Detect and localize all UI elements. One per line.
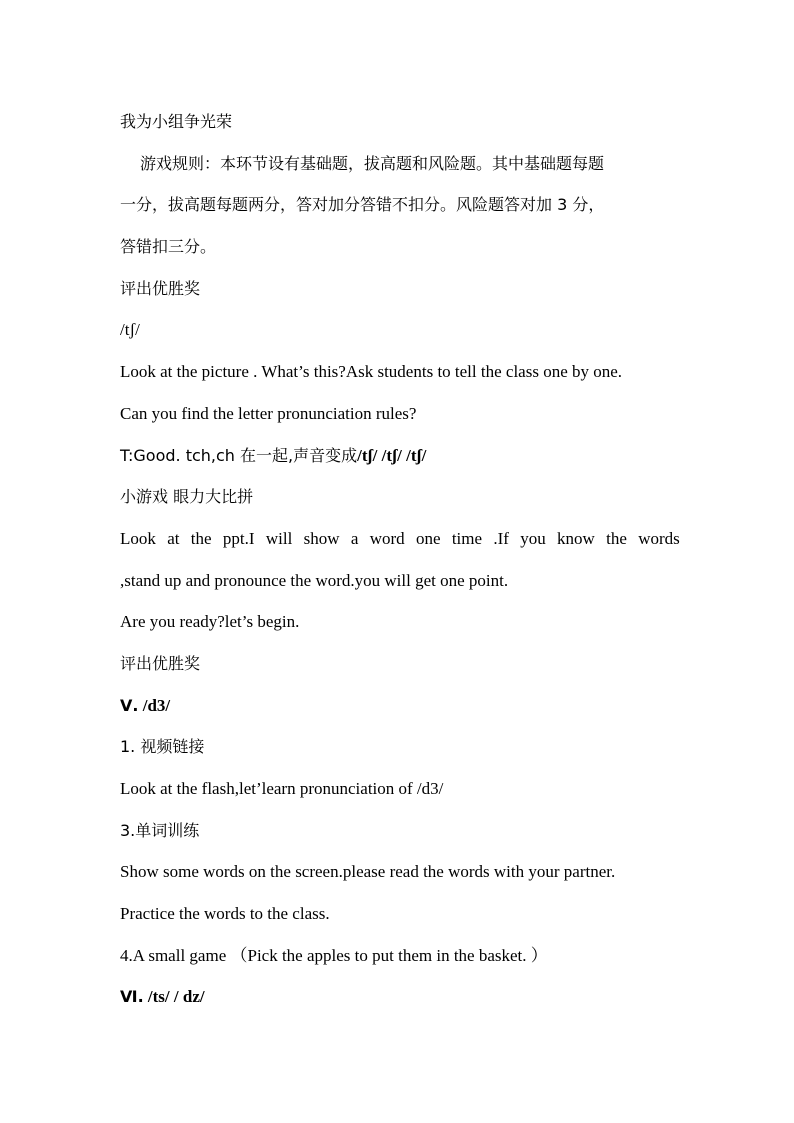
section-v-phonetic: /d3/ [138, 695, 171, 715]
document-body [120, 101, 680, 1018]
instruction-practice: Practice the words to the class. [120, 904, 330, 924]
word: time [451, 528, 483, 548]
phonetic-tsh: /tʃ/ [120, 320, 140, 340]
teacher-good-text: T:Good. tch,ch 在一起,声音变成 [120, 445, 358, 465]
roman-numeral-v: Ⅴ. [120, 695, 139, 715]
word: you [520, 528, 546, 548]
step-small-game: 4.A small game （Pick the apples to put them in the basket. ） [120, 945, 548, 965]
word: a [350, 528, 359, 548]
game-rules-line-3: 答错扣三分。 [120, 237, 217, 257]
game-rules-line-1: 游戏规则：本环节设有基础题，拔高题和风险题。其中基础题每题 [140, 153, 605, 173]
instruction-stand-up: ,stand up and pronounce the word.you will get one point. [120, 570, 509, 590]
word: Look [120, 528, 156, 548]
section-vi-phonetic: /ts/ / dz/ [143, 987, 205, 1007]
roman-numeral-vi: Ⅵ. [120, 987, 144, 1007]
word: the [606, 528, 627, 548]
word: at [167, 528, 180, 548]
instruction-flash: Look at the flash,let’learn pronunciation of /d3/ [120, 779, 444, 798]
word: will [265, 528, 293, 548]
word: show [303, 528, 340, 548]
step-video-link: 1. 视频链接 [120, 737, 205, 757]
step-word-training: 3.单词训练 [120, 820, 200, 840]
game-rules-line-2: 一分，拔高题每题两分，答对加分答错不扣分。风险题答对加 3 分， [120, 195, 605, 215]
section-vi-heading [120, 976, 680, 1018]
instruction-ppt-line [120, 518, 680, 560]
word: the [190, 528, 212, 548]
teacher-good-line [120, 435, 680, 477]
word: ppt.I [222, 528, 255, 548]
word: words [638, 528, 680, 548]
section-heading-group-glory: 我为小组争光荣 [120, 112, 233, 131]
mini-game-heading: 小游戏 眼力大比拼 [120, 487, 254, 507]
instruction-show-words: Show some words on the screen.please read the words with your partner. [120, 862, 616, 882]
award-line-1: 评出优胜奖 [120, 278, 201, 298]
instruction-find-rules: Can you find the letter pronunciation rules? [120, 403, 417, 423]
word: know [557, 528, 595, 548]
word: word [369, 528, 405, 548]
award-line-2: 评出优胜奖 [120, 653, 201, 673]
section-v-heading [120, 685, 680, 727]
instruction-ready: Are you ready?let’s begin. [120, 612, 300, 632]
instruction-look-picture: Look at the picture . What’s this?Ask students to tell the class one by one. [120, 362, 623, 382]
word: one [415, 528, 441, 548]
teacher-good-phonetics: /tʃ/ /tʃ/ /tʃ/ [357, 445, 427, 465]
word: .If [493, 528, 509, 548]
